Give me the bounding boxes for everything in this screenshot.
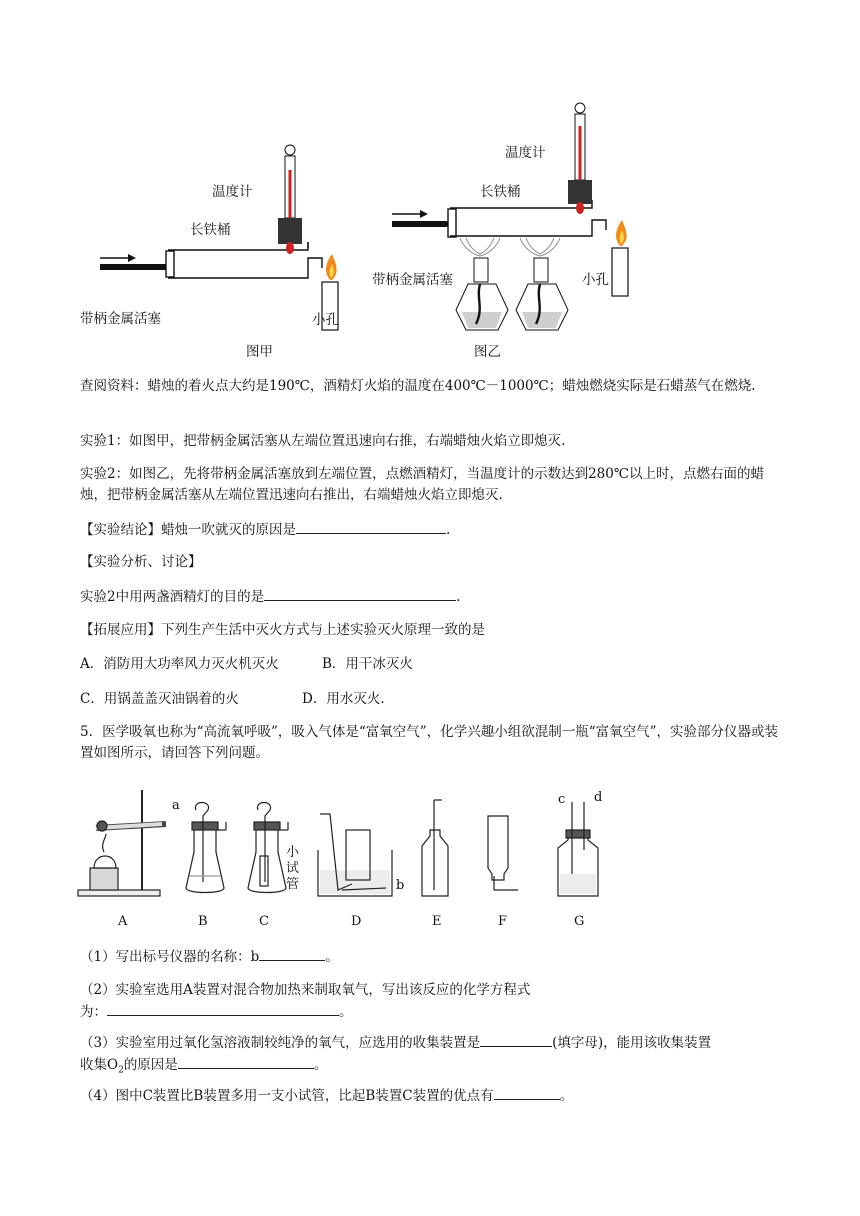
label-d: D <box>351 914 362 929</box>
caption-yi: 图乙 <box>474 344 501 360</box>
arrow-head <box>128 254 136 262</box>
label-barrel-yi: 长铁桶 <box>480 184 521 200</box>
options-row-2 <box>80 689 780 710</box>
thermometer-mercury <box>289 170 292 220</box>
label-g: G <box>574 914 585 929</box>
q5-part3: （3）实验室用过氧化氢溶液制较纯净的氧气，应选用的收集装置是 (填字母)，能用该收集装置 收集$O_2$的原因是 。 <box>80 1032 780 1082</box>
alcohol-lamp-right <box>516 238 568 330</box>
thermometer-top <box>285 145 295 155</box>
q3-blank-1[interactable] <box>480 1032 552 1047</box>
apparatus-e <box>422 800 448 896</box>
piston <box>166 251 174 277</box>
label-a: A <box>118 914 128 929</box>
figure-yi <box>380 98 640 348</box>
conclusion-question: 【实验结论】蜡烛一吹就灭的原因是 . <box>80 519 780 541</box>
piston-rod <box>100 264 168 270</box>
q4-blank[interactable] <box>494 1085 560 1100</box>
iron-barrel <box>168 242 322 278</box>
conclusion-text: 【实验结论】蜡烛一吹就灭的原因是 <box>80 522 296 538</box>
mark-c: c <box>558 792 566 807</box>
q1-blank[interactable] <box>259 946 325 961</box>
label-piston-yi: 带柄金属活塞 <box>372 272 453 288</box>
analysis-text: 实验2中用两盏酒精灯的目的是 <box>80 589 265 605</box>
label-hole-jia: 小孔 <box>312 312 339 328</box>
thermometer-stopper <box>568 180 592 204</box>
q3-blank-2[interactable] <box>178 1054 314 1069</box>
label-piston-jia: 带柄金属活塞 <box>80 311 161 327</box>
apparatus-d <box>318 814 392 896</box>
apparatus-figure <box>76 790 616 910</box>
info-paragraph: 查阅资料：蜡烛的着火点大约是190℃，酒精灯火焰的温度在400℃－1000℃；蜡烛燃烧实际是石蜡蒸气在燃烧. <box>80 378 756 394</box>
q2-blank[interactable] <box>107 1001 339 1016</box>
option-c[interactable]: C．用锅盖盖灭油锅着的火 <box>80 691 239 707</box>
options-row-1 <box>80 654 780 675</box>
small-tube-label: 小试管 <box>286 845 300 892</box>
label-b: B <box>198 914 208 929</box>
q5-part1: （1）写出标号仪器的名称：b 。 <box>80 946 780 968</box>
figure-jia <box>70 130 370 370</box>
apparatus-g <box>558 802 598 896</box>
q5-part4: （4）图中C装置比B装置多用一支小试管，比起B装置C装置的优点有 。 <box>80 1085 780 1107</box>
experiment-2: 实验2：如图乙，先将带柄金属活塞放到左端位置，点燃酒精灯，当温度计的示数达到280℃以上时，点燃右面的蜡烛，把带柄金属活塞从左端位置迅速向右推出，右端蜡烛火焰立即熄灭. <box>80 466 764 503</box>
extension-header: 【拓展应用】下列生产生活中灭火方式与上述实验灭火原理一致的是 <box>80 622 485 638</box>
option-b[interactable]: B．用干冰灭火 <box>322 656 413 672</box>
experiment-1: 实验1：如图甲，把带柄金属活塞从左端位置迅速向右推，右端蜡烛火焰立即熄灭. <box>80 433 566 449</box>
label-thermometer-yi: 温度计 <box>505 145 546 161</box>
option-d[interactable]: D．用水灭火. <box>302 691 385 707</box>
label-thermometer-jia: 温度计 <box>212 184 253 200</box>
q5-part2: （2）实验室选用A装置对混合物加热来制取氧气，写出该反应的化学方程式 为： 。 <box>80 982 531 1020</box>
label-e: E <box>432 914 442 929</box>
label-f: F <box>498 914 508 929</box>
thermometer-stopper <box>278 218 302 244</box>
apparatus-c <box>248 803 288 893</box>
label-hole-yi: 小孔 <box>582 272 609 288</box>
apparatus-b <box>186 803 226 893</box>
mark-a: a <box>172 798 180 813</box>
piston <box>448 209 456 237</box>
alcohol-lamp-left <box>456 238 508 330</box>
q5-intro: 5．医学吸氧也称为“高流氧呼吸”，吸入气体是“富氧空气”，化学兴趣小组欲混制一瓶“富氧空气”，实验部分仪器或装置如图所示，请回答下列问题。 <box>80 724 778 761</box>
analysis-header: 【实验分析、讨论】 <box>80 554 202 570</box>
option-a[interactable]: A．消防用大功率风力灭火机灭火 <box>80 656 279 672</box>
candle <box>612 248 628 296</box>
label-c: C <box>259 914 269 929</box>
mark-d: d <box>594 790 603 805</box>
analysis-blank[interactable] <box>264 586 456 601</box>
conclusion-blank[interactable] <box>296 519 446 534</box>
caption-jia: 图甲 <box>246 344 273 360</box>
apparatus-f <box>488 816 518 890</box>
apparatus-a <box>78 790 166 896</box>
piston-rod <box>392 221 450 227</box>
mark-b: b <box>396 878 405 893</box>
analysis-question: 实验2中用两盏酒精灯的目的是 . <box>80 586 780 608</box>
label-barrel-jia: 长铁桶 <box>190 222 231 238</box>
